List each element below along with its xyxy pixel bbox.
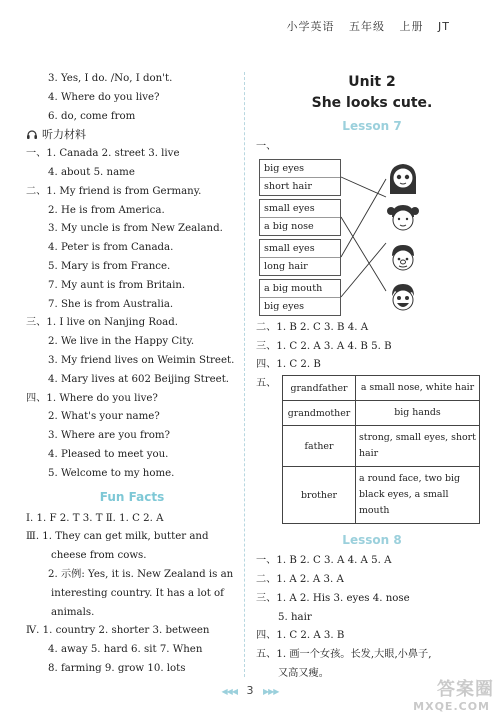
answer-line: 6. do, come from bbox=[48, 110, 136, 122]
match-box-2-line-1: small eyes bbox=[260, 200, 340, 218]
matching-exercise bbox=[256, 159, 488, 319]
boy-face-big-mouth-icon bbox=[386, 281, 420, 315]
lesson7-title: Lesson 7 bbox=[342, 119, 402, 133]
match-box-1-line-2: short hair bbox=[264, 180, 312, 192]
table-cell-desc: a small nose, white hair bbox=[356, 376, 480, 401]
header-term: 上册 bbox=[399, 20, 424, 33]
table-row bbox=[283, 376, 480, 401]
match-box-4-line-2: big eyes bbox=[264, 300, 305, 312]
section-five-label: 五、 bbox=[256, 378, 277, 390]
answer-line: 2. We live in the Happy City. bbox=[48, 336, 195, 348]
answer-line: 2. What's your name? bbox=[48, 411, 160, 423]
answer-line: 2. 示例: Yes, it is. New Zealand is an bbox=[48, 568, 234, 580]
right-column bbox=[256, 70, 488, 684]
answer-line: 3. My uncle is from New Zealand. bbox=[48, 223, 223, 235]
answer-line: Ⅳ. 1. country 2. shorter 3. between bbox=[26, 625, 210, 637]
answer-line: 7. She is from Australia. bbox=[48, 298, 174, 310]
answer-line: 5. hair bbox=[278, 611, 312, 623]
boy-face-short-hair-icon bbox=[386, 241, 420, 275]
answer-line: 三、1. A 2. His 3. eyes 4. nose bbox=[256, 592, 410, 604]
table-row bbox=[283, 467, 480, 524]
answer-line: 7. My aunt is from Britain. bbox=[48, 279, 186, 291]
matching-lines bbox=[256, 159, 488, 319]
match-line-1 bbox=[341, 177, 386, 197]
answer-line: 5. Welcome to my home. bbox=[48, 467, 175, 479]
answer-line: 4. Peter is from Canada. bbox=[48, 242, 174, 254]
headphones-icon bbox=[26, 128, 38, 140]
table-cell-name: grandfather bbox=[283, 376, 356, 401]
answer-line: 4. away 5. hard 6. sit 7. When bbox=[48, 644, 203, 656]
page-footer bbox=[0, 684, 500, 697]
table-cell-desc: big hands bbox=[356, 401, 480, 426]
answer-line: 四、1. Where do you live? bbox=[26, 392, 158, 404]
answer-line: 二、1. My friend is from Germany. bbox=[26, 185, 202, 197]
watermark-logo bbox=[437, 675, 494, 701]
answer-line: 三、1. C 2. A 3. A 4. B 5. B bbox=[256, 340, 392, 352]
listening-title-text: 听力材料 bbox=[42, 128, 86, 142]
left-column bbox=[26, 70, 238, 679]
watermark-sub: MXQE.COM bbox=[413, 700, 490, 713]
answer-line: 4. Mary lives at 602 Beijing Street. bbox=[48, 373, 230, 385]
answer-line: 3. My friend lives on Weimin Street. bbox=[48, 354, 235, 366]
lesson7-answer-lines bbox=[256, 319, 488, 375]
answer-line: 四、1. C 2. B bbox=[256, 359, 321, 371]
unit-subtitle: She looks cute. bbox=[311, 95, 433, 111]
prev-arrows-icon: ◀◀◀ bbox=[221, 687, 237, 696]
answer-line: 4. about 5. name bbox=[48, 166, 135, 178]
match-box-1-line-1: big eyes bbox=[260, 160, 340, 178]
unit-title: Unit 2 bbox=[348, 74, 396, 90]
girl-face-pigtails-icon bbox=[386, 201, 420, 235]
table-cell-name: brother bbox=[283, 467, 356, 524]
answer-line: 8. farming 9. grow 10. lots bbox=[48, 662, 186, 674]
header-subject: 小学英语 bbox=[286, 20, 335, 33]
match-line-3 bbox=[341, 179, 386, 257]
family-table bbox=[282, 375, 480, 524]
match-box-3-line-1: small eyes bbox=[260, 240, 340, 258]
table-cell-name: grandmother bbox=[283, 401, 356, 426]
answer-line: 4. Pleased to meet you. bbox=[48, 448, 169, 460]
next-arrows-icon: ▶▶▶ bbox=[263, 687, 279, 696]
answer-line: Ⅲ. 1. They can get milk, butter and bbox=[26, 531, 209, 543]
header-edition: JT bbox=[438, 20, 450, 33]
answer-line: 二、1. A 2. A 3. A bbox=[256, 573, 344, 585]
section-one-label: 一、 bbox=[256, 141, 277, 152]
match-box-3-line-2: long hair bbox=[264, 260, 308, 272]
answer-line: 五、1. 画一个女孩。长发,大眼,小鼻子, bbox=[256, 649, 432, 661]
listening-lines bbox=[26, 145, 238, 483]
answer-line: 三、1. I live on Nanjing Road. bbox=[26, 317, 178, 329]
match-line-2 bbox=[341, 217, 386, 291]
table-cell-name: father bbox=[283, 426, 356, 467]
page-header bbox=[277, 18, 450, 34]
match-box-4-line-1: a big mouth bbox=[260, 280, 340, 298]
watermark-url bbox=[413, 700, 490, 713]
column-divider bbox=[244, 72, 245, 677]
answer-line: animals. bbox=[51, 606, 95, 618]
fun-facts-title: Fun Facts bbox=[99, 489, 165, 504]
table-cell-desc: a round face, two big black eyes, a small mouth bbox=[356, 467, 480, 524]
match-line-4 bbox=[341, 243, 386, 297]
answer-line: 一、1. B 2. C 3. A 4. A 5. A bbox=[256, 555, 392, 567]
girl-face-long-hair-icon bbox=[386, 161, 420, 195]
section-five bbox=[256, 375, 488, 524]
match-box-2-line-2: a big nose bbox=[264, 220, 314, 232]
answer-line: 4. Where do you live? bbox=[48, 91, 160, 103]
answer-line: 又高又瘦。 bbox=[278, 667, 329, 679]
fun-facts-lines bbox=[26, 510, 238, 679]
lesson8-answer-lines bbox=[256, 552, 488, 684]
answer-line: 二、1. B 2. C 3. B 4. A bbox=[256, 321, 369, 333]
answer-line: 2. He is from America. bbox=[48, 204, 165, 216]
answer-line: 一、1. Canada 2. street 3. live bbox=[26, 148, 180, 160]
answer-line: interesting country. It has a lot of bbox=[51, 587, 224, 599]
answer-line: cheese from cows. bbox=[51, 550, 147, 562]
lesson8-title: Lesson 8 bbox=[342, 533, 402, 548]
answer-line: 四、1. C 2. A 3. B bbox=[256, 630, 345, 642]
answer-line: 5. Mary is from France. bbox=[48, 260, 171, 272]
table-cell-desc: strong, small eyes, short hair bbox=[356, 426, 480, 467]
answer-line: 3. Where are you from? bbox=[48, 430, 170, 442]
header-grade: 五年级 bbox=[349, 20, 386, 33]
answer-line: Ⅰ. 1. F 2. T 3. T Ⅱ. 1. C 2. A bbox=[26, 512, 164, 524]
left-top-lines bbox=[26, 70, 238, 126]
watermark-main: 答案圈 bbox=[437, 679, 494, 700]
listening-section-title bbox=[26, 126, 238, 145]
table-row bbox=[283, 426, 480, 467]
table-row bbox=[283, 401, 480, 426]
answer-line: 3. Yes, I do. /No, I don't. bbox=[48, 73, 173, 84]
page-number: 3 bbox=[246, 684, 254, 697]
